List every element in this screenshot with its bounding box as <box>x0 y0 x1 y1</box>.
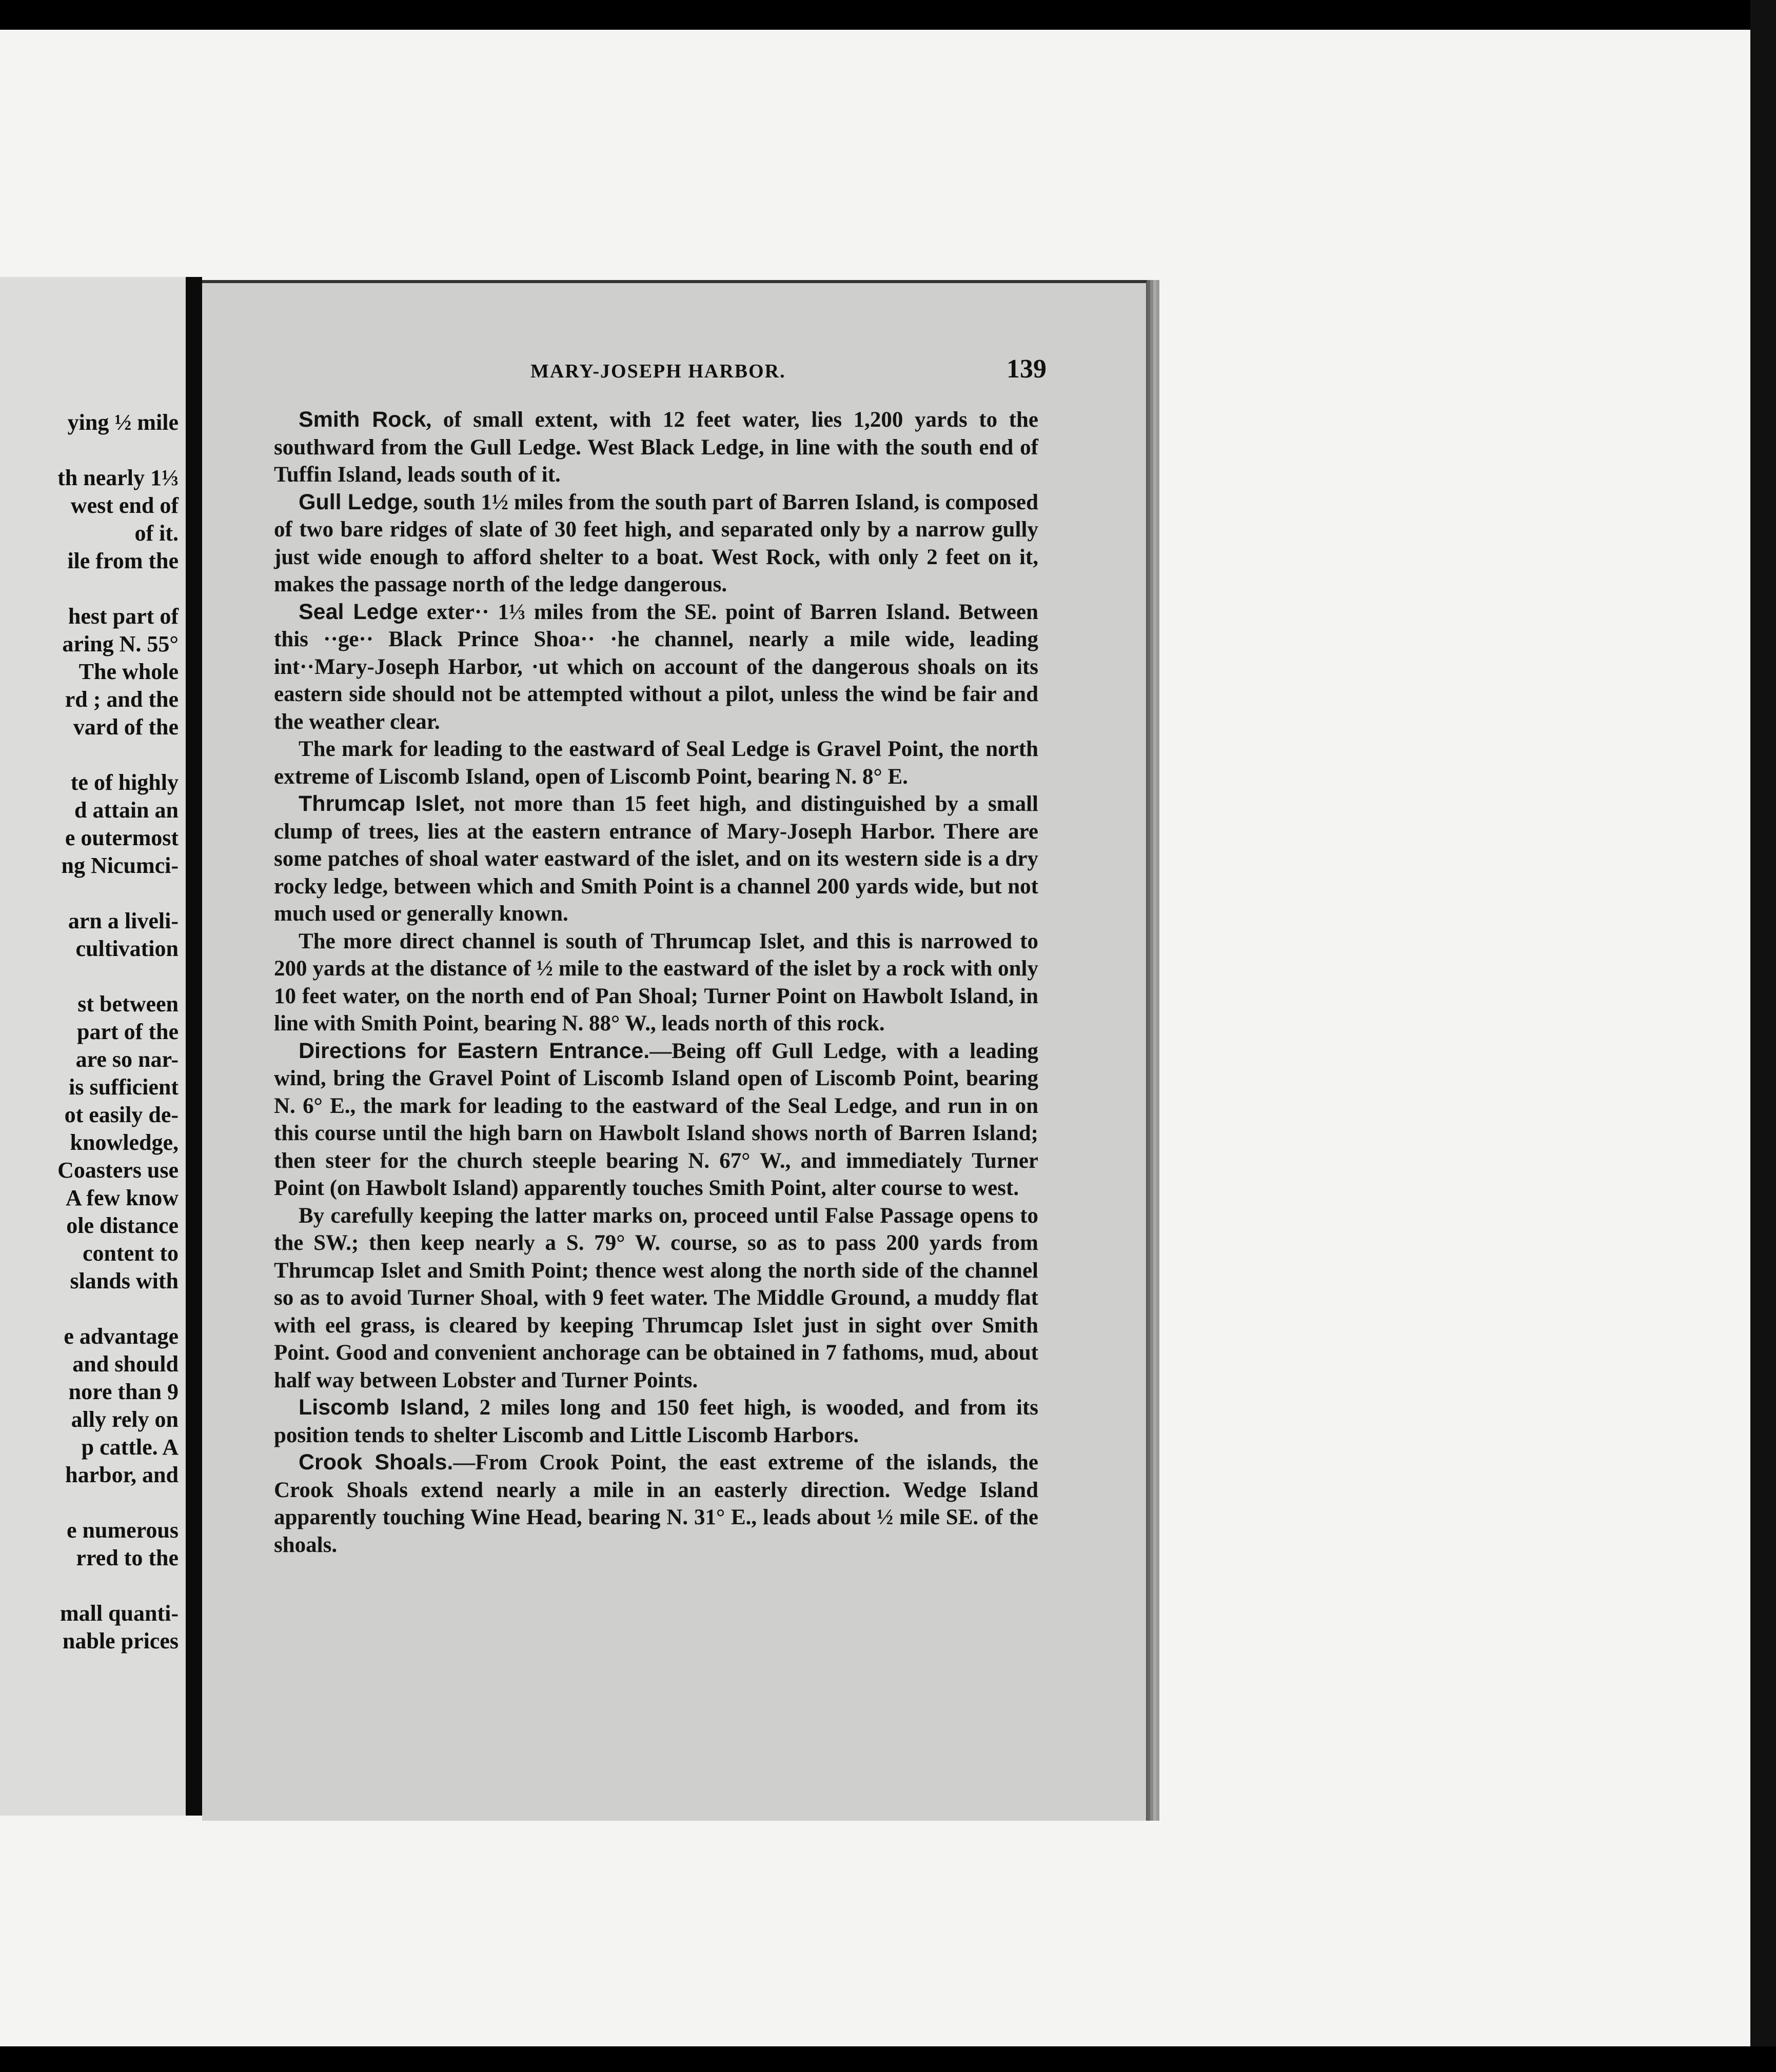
facing-page-line: d attain an <box>74 798 179 823</box>
paragraph-text: The mark for leading to the eastward of Seal Ledge is Gravel Point, the north extreme of Liscomb Island, open of Liscomb Point, bearing N. 8° E. <box>274 737 1038 789</box>
paragraph-text: —From Crook Point, the east extreme of the islands, the Crook Shoals extend nearly a mile in an easterly direction. Wedge Island apparently touching Wine Head, bearing N. 31° E., leads about ½ mile SE. of the shoals. <box>274 1450 1038 1557</box>
facing-page-fragment <box>0 277 187 1816</box>
paragraph-text: The more direct channel is south of Thrumcap Islet, and this is narrowed to 200 yards at the distance of ½ mile to the eastward of the islet by a rock with only 10 feet water, on the north end of Pan Shoal; Turner Point on Hawbolt Island, in line with Smith Point, bearing N. 88° W., leads north of this rock. <box>274 929 1038 1035</box>
facing-page-line: cultivation <box>75 936 179 961</box>
facing-page-line: west end of <box>70 493 179 518</box>
facing-page-line: e advantage <box>64 1324 179 1349</box>
scan-border-top <box>0 0 1776 30</box>
scan-border-right <box>1750 0 1776 2072</box>
facing-page-line: st between <box>77 991 179 1017</box>
paragraph <box>274 735 1038 790</box>
paragraph <box>274 1038 1038 1202</box>
facing-page-line: rred to the <box>76 1545 179 1570</box>
paragraph <box>274 406 1038 489</box>
facing-page-line: ile from the <box>67 548 179 573</box>
facing-page-line: ying ½ mile <box>67 410 179 435</box>
paragraph <box>274 928 1038 1038</box>
facing-page-line: A few know <box>65 1185 179 1210</box>
facing-page-line: ng Nicumci- <box>61 853 179 878</box>
facing-page-line: p cattle. A <box>81 1435 179 1460</box>
facing-page-line: nable prices <box>62 1628 179 1653</box>
facing-page-line: te of highly <box>70 770 179 795</box>
facing-page-line: e numerous <box>67 1518 179 1543</box>
paragraph <box>274 1202 1038 1394</box>
facing-page-line: is sufficient <box>69 1074 179 1100</box>
paragraph <box>274 790 1038 928</box>
paragraph <box>274 1449 1038 1559</box>
running-head: MARY-JOSEPH HARBOR. <box>530 361 786 382</box>
facing-page-line: knowledge, <box>70 1130 179 1155</box>
paragraph-lead-heading: Crook Shoals. <box>299 1450 453 1475</box>
facing-page-line: slands with <box>70 1268 179 1293</box>
facing-page-line: e outermost <box>65 825 179 850</box>
facing-page-line: ally rely on <box>71 1407 179 1432</box>
facing-page-line: nore than 9 <box>68 1379 179 1404</box>
facing-page-line: ole distance <box>66 1213 179 1238</box>
facing-page-line: hest part of <box>68 604 179 629</box>
paragraph-text: exter·· 1⅓ miles from the SE. point of Barren Island. Between this ··ge·· Black Prince Shoa·· ·he channel, nearly a mile wide, leading int··Mary-Joseph Harbor, ·ut which on account of the dangerous shoals on its eastern side should not be attempted without a pilot, unless the wind be fair and the weather clear. <box>274 600 1038 734</box>
facing-page-line: vard of the <box>73 714 179 740</box>
paragraph <box>274 489 1038 599</box>
paragraph-lead-heading: Gull Ledge <box>299 489 413 514</box>
paragraph-text: , south 1½ miles from the south part of Barren Island, is composed of two bare ridges of slate of 30 feet high, and separated only by a narrow gully just wide enough to afford shelter to a boat. West Rock, with only 2 feet on it, makes the passage north of the ledge dangerous. <box>274 490 1038 596</box>
paragraph-text: , not more than 15 feet high, and distinguished by a small clump of trees, lies at the eastern entrance of Mary-Joseph Harbor. There are some patches of shoal water eastward of the islet, and on its western side is a dry rocky ledge, between which and Smith Point is a channel 200 yards wide, but not much used or generally known. <box>274 792 1038 926</box>
facing-page-line: arn a liveli- <box>68 908 179 933</box>
paragraph <box>274 1394 1038 1449</box>
paragraph-text: —Being off Gull Ledge, with a leading wind, bring the Gravel Point of Liscomb Island open of Liscomb Point, bearing N. 6° E., the mark for leading to the eastward of the Seal Ledge, and run in on this course until the high barn on Hawbolt Island shows north of Barren Island; then steer for the church steeple bearing N. 67° W., and immediately Turner Point (on Hawbolt Island) apparently touches Smith Point, alter course to west. <box>274 1039 1038 1200</box>
facing-page-line: The whole <box>78 659 179 684</box>
paragraph-text: By carefully keeping the latter marks on, proceed until False Passage opens to the SW.; then keep nearly a S. 79° W. course, so as to pass 200 yards from Thrumcap Islet and Smith Point; thence west along the north side of the channel so as to avoid Turner Shoal, with 9 feet water. The Middle Ground, a muddy flat with eel grass, is cleared by keeping Thrumcap Islet just in sight over Smith Point. Good and convenient anchorage can be obtained in 7 fathoms, mud, about half way between Lobster and Turner Points. <box>274 1203 1038 1392</box>
paragraph-text: , 2 miles long and 150 feet high, is wooded, and from its position tends to shelter Liscomb and Little Liscomb Harbors. <box>274 1396 1038 1447</box>
book-page <box>202 280 1147 1821</box>
paragraph-lead-heading: Directions for Eastern Entrance. <box>299 1038 650 1063</box>
facing-page-line: ot easily de- <box>64 1102 179 1127</box>
facing-page-line: th nearly 1⅓ <box>57 465 179 490</box>
facing-page-line: mall quanti- <box>60 1601 179 1626</box>
scan-border-bottom <box>0 2046 1776 2072</box>
facing-page-line: are so nar- <box>75 1047 179 1072</box>
facing-page-line: aring N. 55° <box>62 631 179 656</box>
paragraph-lead-heading: Smith Rock <box>299 407 426 432</box>
paragraph-lead-heading: Seal Ledge <box>299 599 419 624</box>
page-number: 139 <box>1007 354 1047 384</box>
paragraph-lead-heading: Liscomb Island <box>299 1395 464 1420</box>
facing-page-line: and should <box>72 1351 179 1377</box>
facing-page-line: of it. <box>134 521 179 546</box>
facing-page-line: harbor, and <box>65 1462 179 1487</box>
facing-page-line: part of the <box>77 1019 179 1044</box>
facing-page-line: Coasters use <box>57 1158 179 1183</box>
paragraph <box>274 599 1038 736</box>
page-body-text <box>274 406 1038 1559</box>
paragraph-lead-heading: Thrumcap Islet <box>299 791 460 816</box>
facing-page-line: rd ; and the <box>65 687 179 712</box>
book-gutter <box>186 277 202 1816</box>
facing-page-line: content to <box>83 1241 179 1266</box>
paragraph-text: , of small extent, with 12 feet water, lies 1,200 yards to the southward from the Gull Ledge. West Black Ledge, in line with the south end of Tuffin Island, leads south of it. <box>274 408 1038 487</box>
